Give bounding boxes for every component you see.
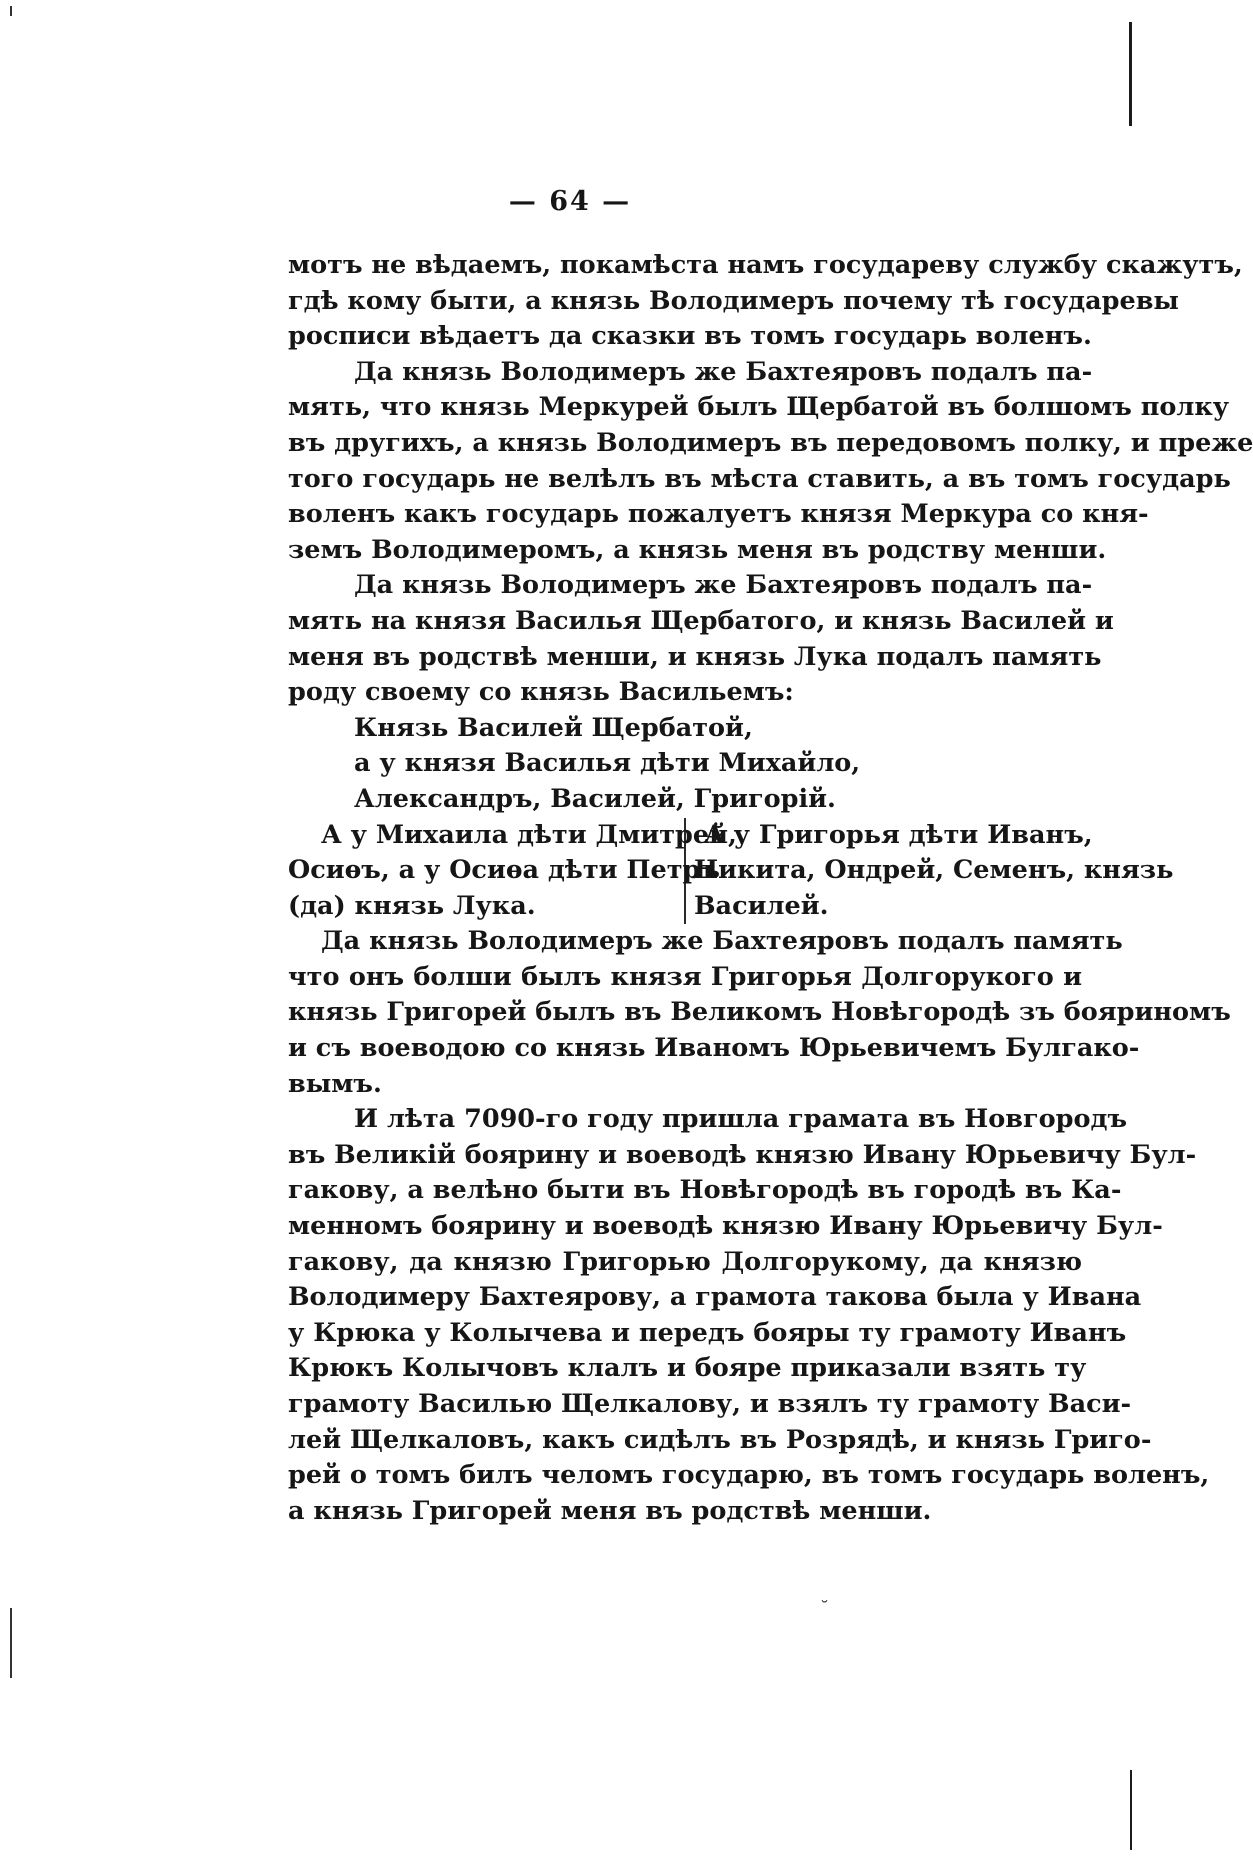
text-line: роду своему со князь Васильемъ: bbox=[288, 677, 794, 708]
text-line: меня въ родствѣ менши, и князь Лука подалъ память bbox=[288, 641, 1102, 672]
text-line: гакову, а велѣно быти въ Новѣгородѣ въ городѣ въ Ка- bbox=[288, 1175, 1122, 1206]
text-line: Да князь Володимеръ же Бахтеяровъ подалъ память bbox=[321, 926, 1123, 957]
text-line: менномъ боярину и воеводѣ князю Ивану Юрьевичу Бул- bbox=[288, 1211, 1163, 1242]
text-line: въ другихъ, а князь Володимеръ въ передовомъ полку, и преже bbox=[288, 427, 1253, 458]
text-line: Князь Василей Щербатой, bbox=[354, 712, 753, 743]
column-line: Василей. bbox=[694, 890, 829, 921]
paragraphs-bottom bbox=[288, 924, 1231, 1529]
text-line: что онъ болши былъ князя Григорья Долгорукого и bbox=[288, 961, 1082, 992]
column-line: Осиѳъ, а у Осиѳа дѣти Петръ bbox=[288, 855, 720, 886]
right-margin-rule bbox=[1129, 22, 1132, 126]
text-line: гдѣ кому быти, а князь Володимеръ почему тѣ государевы bbox=[288, 285, 1179, 316]
text-line: того государь не велѣлъ въ мѣста ставить, а въ томъ государь bbox=[288, 463, 1231, 494]
page-number: — 64 — bbox=[508, 186, 632, 217]
left-margin-tick bbox=[10, 6, 12, 16]
text-line: И лѣта 7090-го году пришла грамата въ Новгородъ bbox=[354, 1104, 1128, 1135]
text-line: и съ воеводою со князь Иваномъ Юрьевичемъ Булгако- bbox=[288, 1033, 1140, 1064]
genealogy-columns bbox=[288, 818, 1174, 925]
text-line: лей Щелкаловъ, какъ сидѣлъ въ Розрядѣ, и князь Григо- bbox=[288, 1424, 1152, 1455]
text-line: Крюкъ Колычовъ клалъ и бояре приказали взять ту bbox=[288, 1353, 1087, 1384]
right-margin-rule-lower bbox=[1130, 1770, 1132, 1850]
text-line: мотъ не вѣдаемъ, покамѣста намъ государеву службу скажутъ, bbox=[288, 250, 1243, 280]
text-line: Александръ, Василей, Григорій. bbox=[354, 783, 836, 814]
paragraphs-top bbox=[288, 248, 1253, 818]
column-line: А у Григорья дѣти Иванъ, bbox=[704, 819, 1093, 850]
text-line: вымъ. bbox=[288, 1068, 382, 1099]
text-line: гакову, да князю Григорью Долгорукому, да князю bbox=[288, 1246, 1082, 1277]
body-text bbox=[288, 248, 1253, 1529]
text-line: мять на князя Василья Щербатого, и князь Василей и bbox=[288, 605, 1114, 636]
ink-speck: ˘ bbox=[820, 1598, 829, 1619]
text-line: воленъ какъ государь пожалуетъ князя Меркура со кня- bbox=[288, 499, 1149, 530]
text-line: князь Григорей былъ въ Великомъ Новѣгородѣ зъ бояриномъ bbox=[288, 997, 1231, 1028]
column-left bbox=[288, 818, 737, 925]
left-margin-tick-lower bbox=[10, 1608, 12, 1678]
text-line: земъ Володимеромъ, а князь меня въ родству менши. bbox=[288, 534, 1107, 565]
text-line: въ Великій боярину и воеводѣ князю Ивану Юрьевичу Бул- bbox=[288, 1139, 1197, 1170]
text-line: Володимеру Бахтеярову, а грамота такова была у Ивана bbox=[288, 1282, 1142, 1313]
text-line: Да князь Володимеръ же Бахтеяровъ подалъ па- bbox=[354, 570, 1093, 601]
text-line: а у князя Василья дѣти Михайло, bbox=[354, 748, 861, 779]
column-line: А у Михаила дѣти Дмитрей, bbox=[321, 819, 737, 850]
text-line: Да князь Володимеръ же Бахтеяровъ подалъ па- bbox=[354, 356, 1093, 387]
column-line: (да) князь Лука. bbox=[288, 890, 536, 921]
text-line: рей о томъ билъ челомъ государю, въ томъ государь воленъ, bbox=[288, 1460, 1210, 1491]
column-right bbox=[686, 818, 1174, 925]
column-line: Никита, Ондрей, Семенъ, князь bbox=[694, 855, 1174, 886]
text-line: мять, что князь Меркурей былъ Щербатой въ болшомъ полку bbox=[288, 392, 1230, 423]
text-line: а князь Григорей меня въ родствѣ менши. bbox=[288, 1495, 932, 1526]
text-line: росписи вѣдаетъ да сказки въ томъ государь воленъ. bbox=[288, 321, 1092, 352]
text-line: у Крюка у Колычева и передъ бояры ту грамоту Иванъ bbox=[288, 1317, 1127, 1348]
text-line: грамоту Василью Щелкалову, и взялъ ту грамоту Васи- bbox=[288, 1389, 1132, 1419]
